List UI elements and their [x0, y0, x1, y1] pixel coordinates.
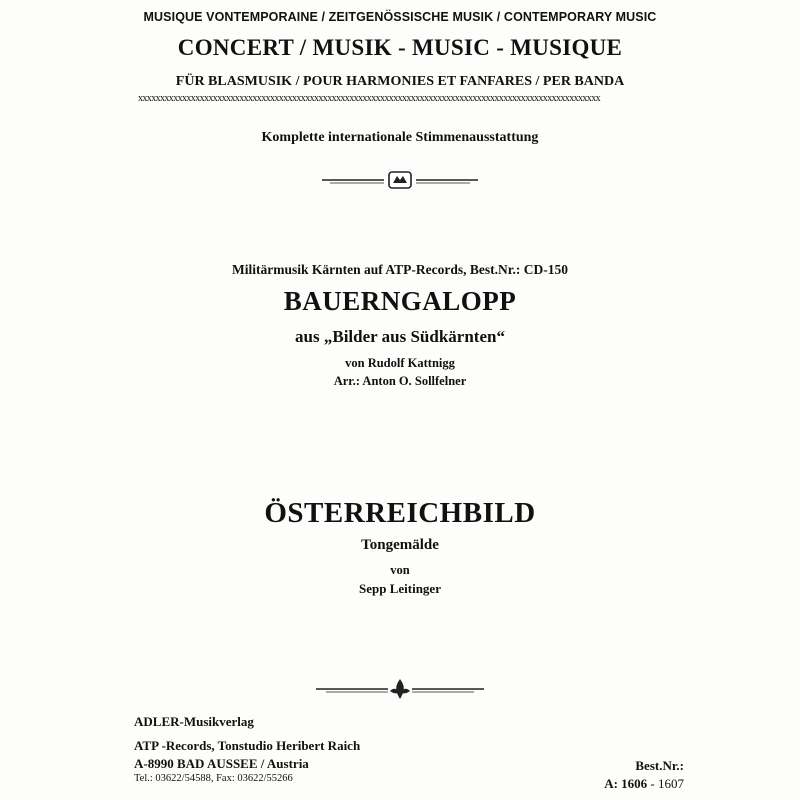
piece1-source: aus „Bilder aus Südkärnten“	[295, 327, 505, 346]
piece1-arranger: Arr.: Anton O. Sollfelner	[333, 374, 467, 388]
order-number-primary: A: 1606	[604, 776, 648, 791]
top-genre-line: MUSIQUE VONTEMPORAINE / ZEITGENÖSSISCHE MUSIK / CONTEMPORARY MUSIC	[143, 10, 657, 24]
publisher-address: A-8990 BAD AUSSEE / Austria	[134, 756, 309, 771]
order-number-label: Best.Nr.:	[635, 758, 684, 773]
piece2-genre: Tongemälde	[361, 537, 439, 553]
piece1-composer: von Rudolf Kattnigg	[345, 356, 455, 370]
concert-heading: CONCERT / MUSIK - MUSIC - MUSIQUE	[177, 35, 623, 60]
adler-emblem-icon	[322, 171, 478, 189]
fleur-ornament-icon	[316, 677, 484, 701]
piece2-by: von	[390, 563, 410, 577]
piece2-title: ÖSTERREICHBILD	[264, 497, 536, 529]
x-separator-line: xxxxxxxxxxxxxxxxxxxxxxxxxxxxxxxxxxxxxxxxxxxxxxxxxxxxxxxxxxxxxxxxxxxxxxxxxxxxxxxxxxxxxxxxxxxxxxxxxxxxxxxxx	[138, 93, 601, 104]
publisher-studio: ATP -Records, Tonstudio Heribert Raich	[134, 738, 361, 753]
publisher-name: ADLER-Musikverlag	[134, 714, 254, 729]
recording-info: Militärmusik Kärnten auf ATP-Records, Best.Nr.: CD-150	[232, 262, 568, 277]
parts-note: Komplette internationale Stimmenausstattung	[261, 130, 539, 145]
order-number-secondary: - 1607	[647, 776, 684, 791]
publisher-contact: Tel.: 03622/54588, Fax: 03622/55266	[134, 773, 293, 784]
piece2-composer: Sepp Leitinger	[359, 581, 441, 596]
piece1-title: BAUERNGALOPP	[283, 286, 517, 316]
band-type-subtitle: FÜR BLASMUSIK / POUR HARMONIES ET FANFARES / PER BANDA	[175, 74, 625, 89]
order-number	[604, 776, 684, 792]
